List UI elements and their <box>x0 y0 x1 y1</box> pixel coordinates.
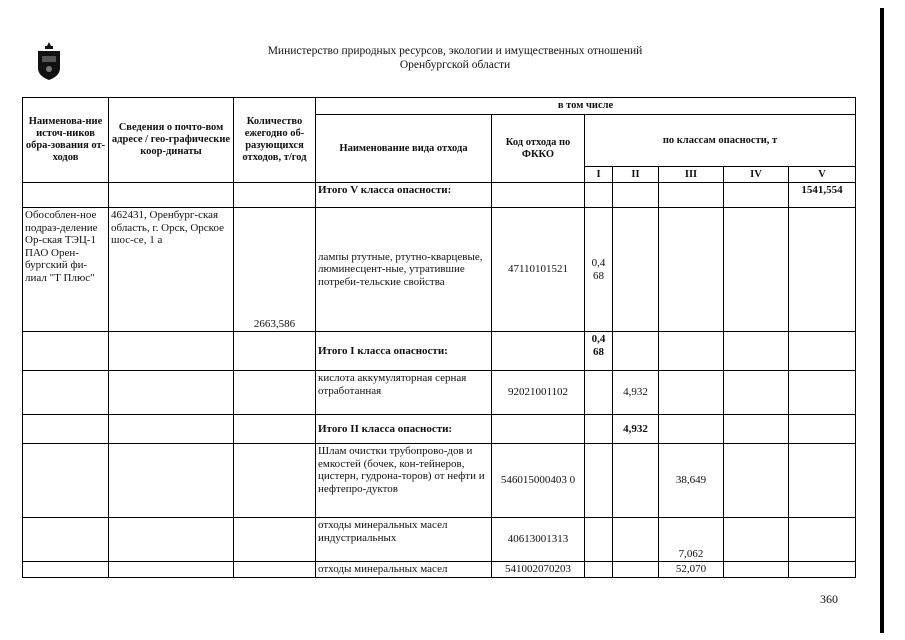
header-quantity: Количество ежегодно об-разующихся отходов, т/год <box>234 98 316 183</box>
header-hazard-classes: по классам опасности, т <box>585 115 856 167</box>
header-class-5: V <box>789 167 856 183</box>
source-quantity: 2663,586 <box>234 208 316 332</box>
waste-name: отходы минеральных масел индустриальных <box>316 518 492 562</box>
class3-value: 52,070 <box>659 562 724 578</box>
class3-value: 38,649 <box>659 444 724 518</box>
total-class1-label: Итого I класса опасности: <box>316 332 492 371</box>
total-class5-label: Итого V класса опасности: <box>316 183 492 208</box>
table-row <box>23 444 856 518</box>
waste-name: лампы ртутные, ртутно-кварцевые, люминесцент-ные, утратившие потреби-тельские свойства <box>316 208 492 332</box>
ministry-header <box>200 44 710 72</box>
fkko-code: 47110101521 <box>492 208 585 332</box>
total-class1-value: 0,4 68 <box>585 332 613 371</box>
waste-name: Шлам очистки трубопрово-дов и емкостей (бочек, кон-тейнеров, цистерн, гудрона-торов) от нефти и нефтепро-дуктов <box>316 444 492 518</box>
table-row <box>23 562 856 578</box>
fkko-code: 541002070203 <box>492 562 585 578</box>
waste-table <box>22 97 856 578</box>
total-class2-label: Итого II класса опасности: <box>316 415 492 444</box>
waste-name: отходы минеральных масел <box>316 562 492 578</box>
table-row <box>23 183 856 208</box>
header-source: Наименова-ние источ-ников обра-зования от-ходов <box>23 98 109 183</box>
class3-value: 7,062 <box>659 518 724 562</box>
header-waste-name: Наименование вида отхода <box>316 115 492 183</box>
table-row <box>23 371 856 415</box>
header-including: в том числе <box>316 98 856 115</box>
scan-edge-border <box>880 8 884 633</box>
total-class5-value: 1541,554 <box>789 183 856 208</box>
fkko-code: 546015000403 0 <box>492 444 585 518</box>
page-number: 360 <box>820 592 838 606</box>
table-row <box>23 518 856 562</box>
fkko-code: 92021001102 <box>492 371 585 415</box>
fkko-code: 40613001313 <box>492 518 585 562</box>
header-address: Сведения о почто-вом адресе / гео-графические коор-динаты <box>109 98 234 183</box>
header-class-3: III <box>659 167 724 183</box>
source-address: 462431, Оренбург-ская область, г. Орск, Орское шос-се, 1 а <box>109 208 234 332</box>
header-line-1: Министерство природных ресурсов, экологии и имущественных отношений <box>267 45 643 57</box>
class1-value: 0,4 68 <box>585 208 613 332</box>
class2-value: 4,932 <box>613 371 659 415</box>
total-class2-value: 4,932 <box>613 415 659 444</box>
coat-of-arms-icon <box>36 42 62 80</box>
table-row <box>23 208 856 332</box>
header-fkko-code: Код отхода по ФККО <box>492 115 585 183</box>
table-row <box>23 415 856 444</box>
header-class-1: I <box>585 167 613 183</box>
header-class-2: II <box>613 167 659 183</box>
header-line-2: Оренбургской области <box>399 59 511 71</box>
table-row <box>23 332 856 371</box>
header-class-4: IV <box>724 167 789 183</box>
source-name: Обособлен-ное подраз-деление Ор-ская ТЭЦ-1 ПАО Орен-бургский фи-лиал "Т Плюс" <box>23 208 109 332</box>
waste-name: кислота аккумуляторная серная отработанная <box>316 371 492 415</box>
